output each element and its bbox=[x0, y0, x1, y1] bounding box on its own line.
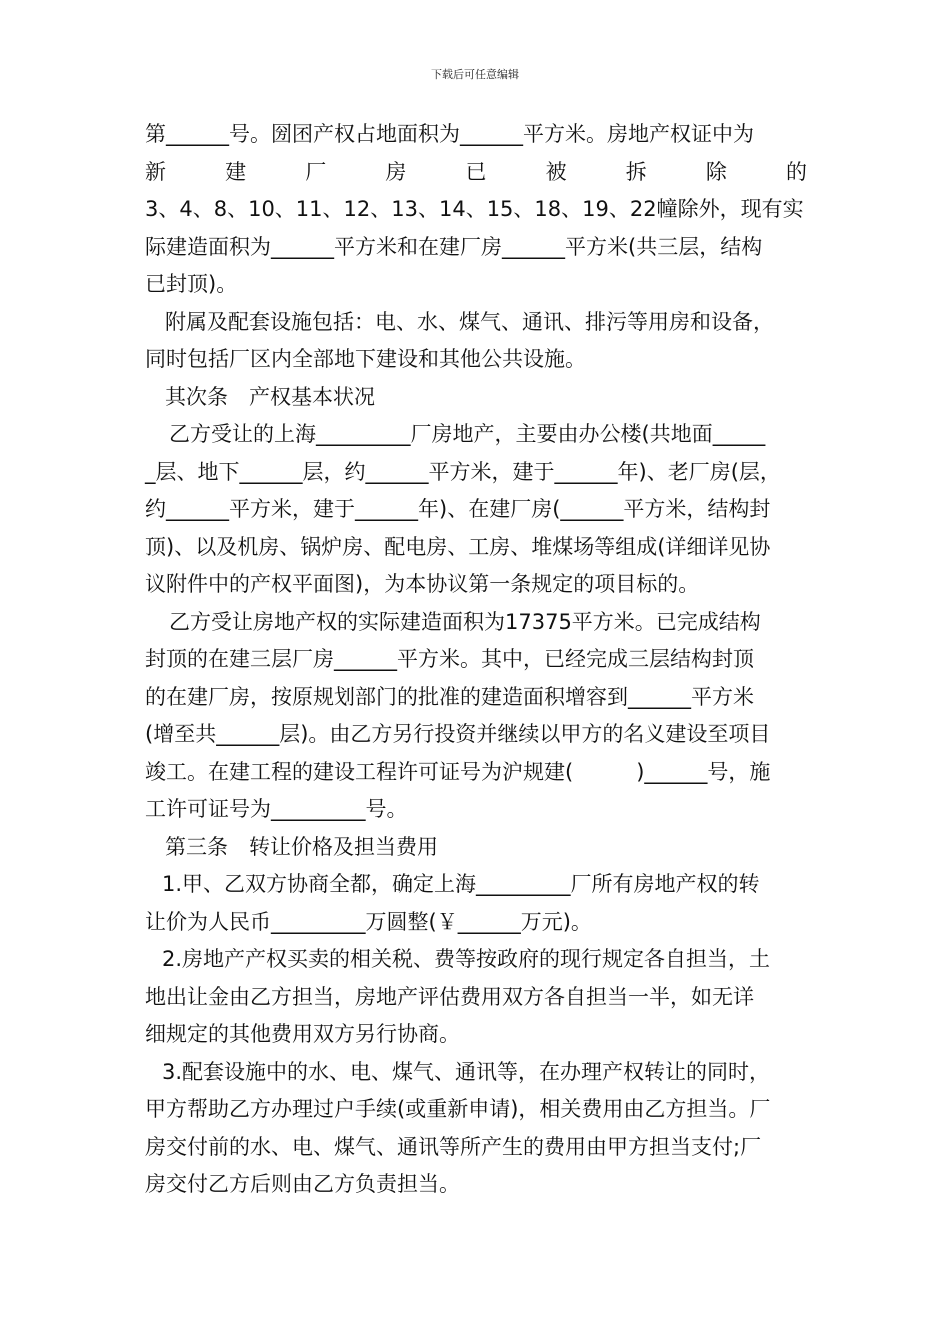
paragraph-start-line: 附属及配套设施包括：电、水、煤气、通讯、排污等用房和设备， bbox=[165, 309, 774, 334]
paragraph-start-line: 2.房地产产权买卖的相关税、费等按政府的现行规定各自担当，土 bbox=[162, 947, 771, 971]
paragraph-start-line: 乙方受让房地产权的实际建造面积为17375平方米。已完成结构 bbox=[169, 609, 761, 634]
text-line: 地出让金由乙方担当，房地产评估费用双方各自担当一半，如无详 bbox=[145, 984, 754, 1009]
text-line: _层、地下______层，约______平方米，建于______年)、老厂房(层， bbox=[145, 459, 781, 484]
text-line: 房交付乙方后则由乙方负责担当。 bbox=[145, 1172, 460, 1196]
text-line: 3、4、8、10、11、12、13、14、15、18、19、22幢除外，现有实 bbox=[145, 197, 804, 221]
section-heading: 第三条 转让价格及担当费用 bbox=[165, 834, 438, 859]
char: 房 bbox=[385, 159, 407, 184]
text-line: 工许可证号为_________号。 bbox=[145, 797, 408, 821]
paragraph-start-line: 乙方受让的上海_________厂房地产，主要由办公楼(共地面_____ bbox=[169, 422, 766, 446]
text-line: 的在建厂房，按原规划部门的批准的建造面积增容到______平方米 bbox=[145, 684, 754, 709]
char: 厂 bbox=[305, 159, 327, 184]
text-line: 第______号。圀囨产权占地面积为______平方米。房地产权证中为 bbox=[145, 122, 754, 146]
text-line: 约______平方米，建于______年)、在建厂房(______平方米，结构封 bbox=[145, 497, 771, 521]
text-line: 竣工。在建工程的建设工程许可证号为沪规建( )______号，施 bbox=[145, 759, 771, 784]
char: 已 bbox=[465, 159, 487, 184]
text-line: 封顶的在建三层厂房______平方米。其中，已经完成三层结构封顶 bbox=[145, 647, 754, 671]
char: 新 bbox=[145, 159, 166, 184]
text-line: (增至共______层)。由乙方另行投资并继续以甲方的名义建设至项目 bbox=[145, 722, 771, 746]
paragraph-start-line: 1.甲、乙双方协商全都，确定上海_________厂所有房地产权的转 bbox=[162, 872, 760, 896]
text-line: 细规定的其他费用双方另行协商。 bbox=[145, 1022, 460, 1046]
char: 被 bbox=[545, 159, 567, 184]
text-line: 议附件中的产权平面图)，为本协议第一条规定的项目标的。 bbox=[145, 572, 700, 596]
page-header: 下载后可任意编辑 bbox=[431, 68, 519, 81]
text-line: 已封顶)。 bbox=[145, 272, 238, 296]
char: 除 bbox=[705, 159, 727, 184]
text-line: 际建造面积为______平方米和在建厂房______平方米(共三层，结构 bbox=[145, 234, 763, 259]
document-body bbox=[145, 116, 807, 1204]
text-line: 甲方帮助乙方办理过户手续(或重新申请)，相关费用由乙方担当。厂 bbox=[145, 1097, 771, 1121]
text-line: 同时包括厂区内全部地下建设和其他公共设施。 bbox=[145, 347, 586, 371]
paragraph-start-line: 3.配套设施中的水、电、煤气、通讯等，在办理产权转让的同时， bbox=[162, 1059, 771, 1084]
text-line: 让价为人民币_________万圆整(￥______万元)。 bbox=[145, 909, 592, 934]
text-line: 顶)、以及机房、锅炉房、配电房、工房、堆煤场等组成(详细详见协 bbox=[145, 534, 771, 559]
justified-text-line bbox=[145, 154, 807, 192]
section-heading: 其次条 产权基本状况 bbox=[165, 384, 375, 409]
char: 的 bbox=[786, 159, 807, 184]
char: 建 bbox=[225, 159, 247, 184]
char: 拆 bbox=[625, 159, 647, 184]
text-line: 房交付前的水、电、煤气、通讯等所产生的费用由甲方担当支付;厂 bbox=[145, 1134, 762, 1159]
